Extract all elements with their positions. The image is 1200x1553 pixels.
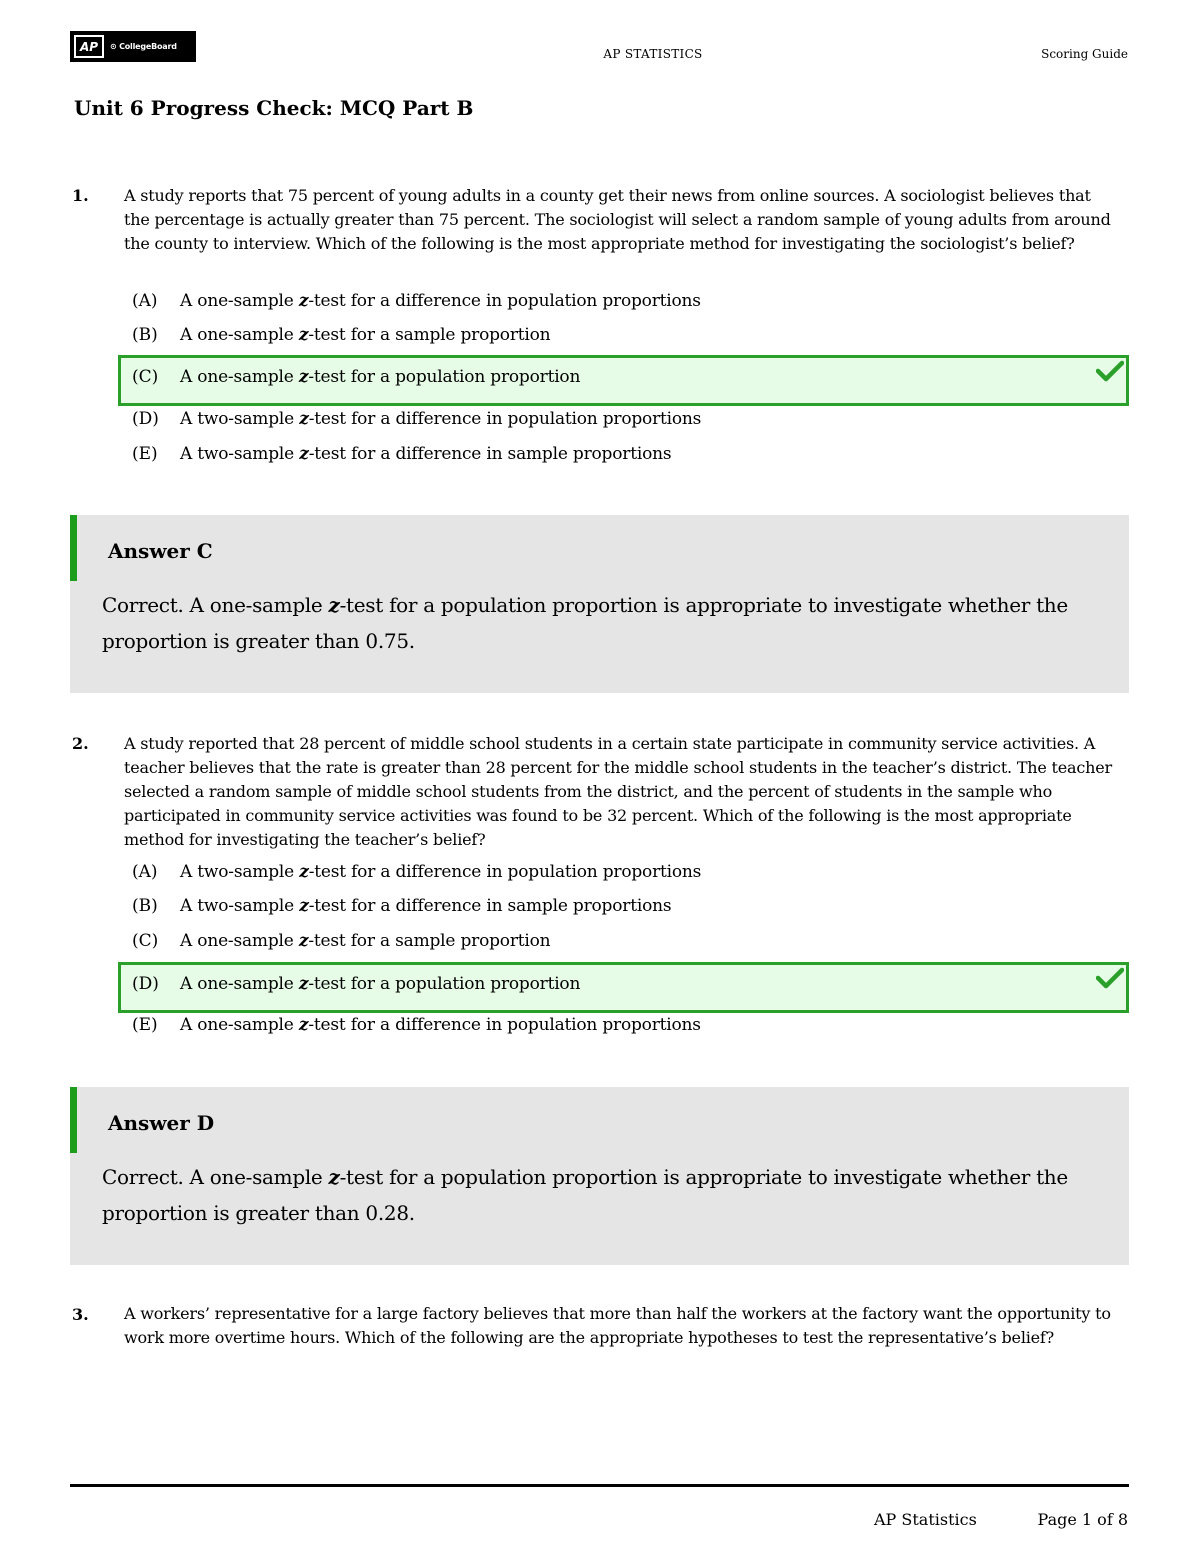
option-text: A one-sample z-test for a population proportion xyxy=(180,974,581,994)
option-text: A one-sample z-test for a sample proportion xyxy=(180,325,551,345)
checkmark-icon xyxy=(1096,360,1124,382)
answer-title: Answer C xyxy=(108,539,213,563)
question-number: 2. xyxy=(72,734,89,753)
option-text: A two-sample z-test for a difference in population proportions xyxy=(180,409,702,429)
footer-course: AP Statistics xyxy=(874,1510,977,1529)
footer-rule xyxy=(70,1484,1129,1487)
option-letter: (E) xyxy=(132,444,158,464)
question-number: 1. xyxy=(72,186,89,205)
option-letter: (B) xyxy=(132,325,158,345)
answer-accent-bar xyxy=(70,1087,77,1153)
page-title: Unit 6 Progress Check: MCQ Part B xyxy=(74,96,474,120)
answer-option-a[interactable] xyxy=(118,284,1129,320)
answer-option-d-correct[interactable] xyxy=(118,962,1129,1013)
answer-text: Correct. A one-sample z-test for a population proportion is appropriate to investigate whether the proportion is greater than 0.75. xyxy=(102,593,1068,653)
option-text: A one-sample z-test for a difference in population proportions xyxy=(180,1015,701,1035)
answer-option-c-correct[interactable] xyxy=(118,355,1129,406)
question-stem: A workers’ representative for a large factory believes that more than half the workers at the factory want the opportunity to work more overtime hours. Which of the following are the appropriate hypotheses to test the representative’s belief? xyxy=(124,1304,1111,1347)
page-number: Page 1 of 8 xyxy=(1037,1510,1128,1529)
option-letter: (E) xyxy=(132,1015,158,1035)
option-letter: (A) xyxy=(132,862,158,882)
option-letter: (A) xyxy=(132,291,158,311)
answer-option-b[interactable] xyxy=(118,318,1129,354)
answer-option-a[interactable] xyxy=(118,855,1129,891)
option-letter: (C) xyxy=(132,367,159,387)
answer-title: Answer D xyxy=(108,1111,215,1135)
answer-option-d[interactable] xyxy=(118,402,1129,438)
answer-option-b[interactable] xyxy=(118,889,1129,925)
question-stem: A study reports that 75 percent of young adults in a county get their news from online sources. A sociologist believes that the percentage is actually greater than 75 percent. The sociologist will select a random sample of young adults from around the county to interview. Which of the following is the most appropriate method for investigating the sociologist’s belief? xyxy=(124,186,1111,253)
ap-logo-mark: AP xyxy=(74,35,104,58)
option-text: A two-sample z-test for a difference in sample proportions xyxy=(180,444,672,464)
header-doc-type: Scoring Guide xyxy=(1041,47,1128,61)
answer-accent-bar xyxy=(70,515,77,581)
answer-option-e[interactable] xyxy=(118,437,1129,473)
header-subject: AP STATISTICS xyxy=(603,47,703,61)
question-number: 3. xyxy=(72,1305,89,1324)
collegeboard-wordmark: ⊙ CollegeBoard xyxy=(110,42,177,51)
checkmark-icon xyxy=(1096,967,1124,989)
answer-option-e[interactable] xyxy=(118,1008,1129,1044)
option-letter: (D) xyxy=(132,409,159,429)
option-letter: (B) xyxy=(132,896,158,916)
answer-text: Correct. A one-sample z-test for a population proportion is appropriate to investigate whether the proportion is greater than 0.28. xyxy=(102,1165,1068,1225)
option-text: A one-sample z-test for a difference in population proportions xyxy=(180,291,701,311)
option-letter: (D) xyxy=(132,974,159,994)
option-text: A two-sample z-test for a difference in population proportions xyxy=(180,862,702,882)
option-text: A one-sample z-test for a population proportion xyxy=(180,367,581,387)
question-stem: A study reported that 28 percent of middle school students in a certain state participate in community service activities. A teacher believes that the rate is greater than 28 percent for the middle school students in the teacher’s district. The teacher selected a random sample of middle school students from the district, and the percent of students in the sample who participated in community service activities was found to be 32 percent. Which of the following is the most appropriate method for investigating the teacher’s belief? xyxy=(124,734,1112,849)
answer-option-c[interactable] xyxy=(118,924,1129,960)
option-text: A two-sample z-test for a difference in sample proportions xyxy=(180,896,672,916)
answer-explanation xyxy=(70,1087,1129,1265)
option-letter: (C) xyxy=(132,931,159,951)
answer-explanation xyxy=(70,515,1129,693)
option-text: A one-sample z-test for a sample proportion xyxy=(180,931,551,951)
